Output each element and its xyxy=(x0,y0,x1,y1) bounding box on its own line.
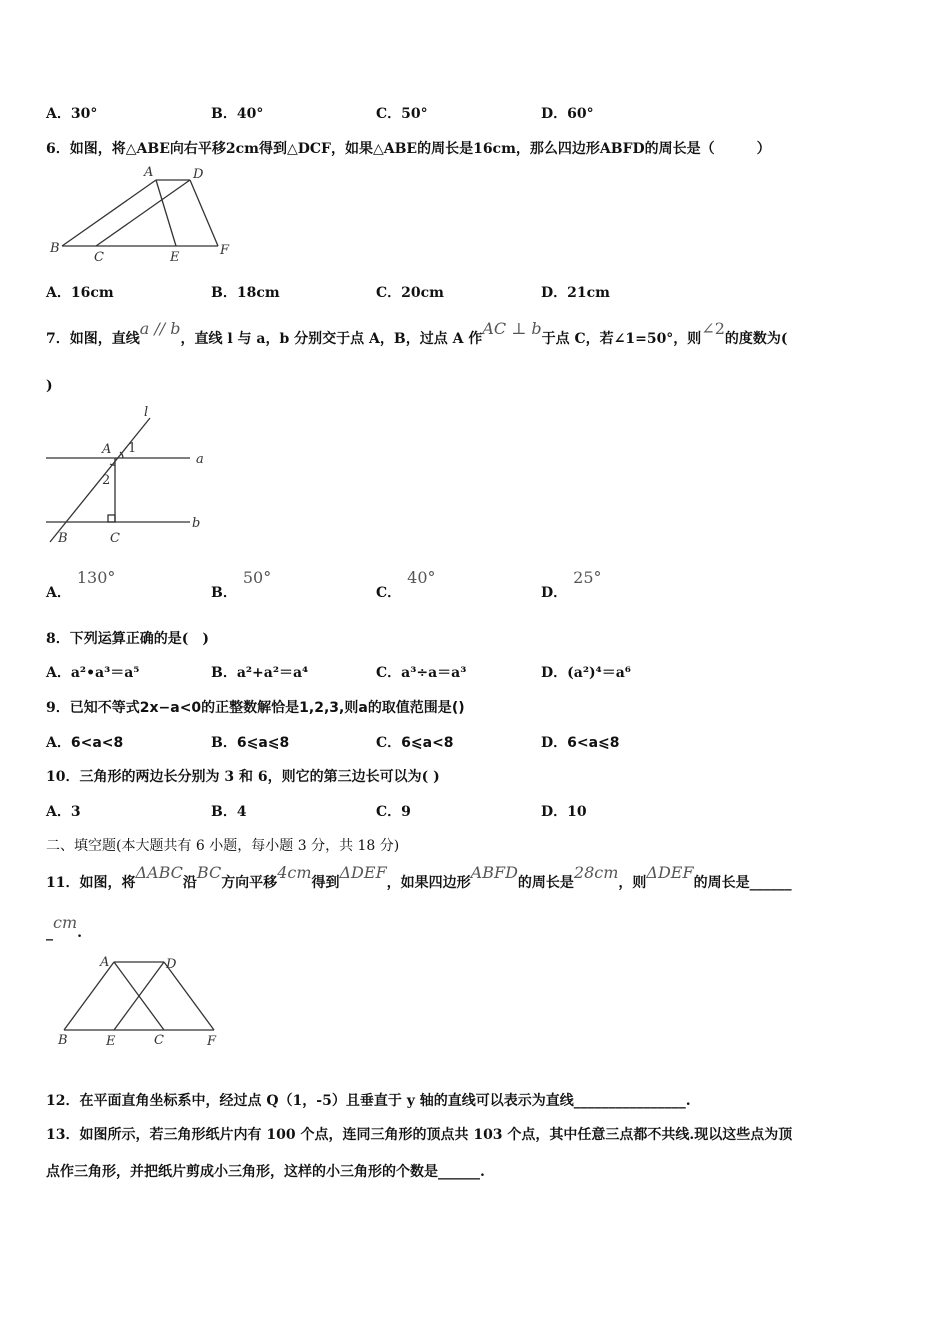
q6-option-a: A．16cm xyxy=(46,285,114,301)
q7-option-d-value: 25° xyxy=(573,568,602,587)
q5-option-c: C．50° xyxy=(376,106,428,122)
q10-option-b: B．4 xyxy=(211,804,247,820)
q6-label-c: C xyxy=(94,250,104,265)
q6-option-b: B．18cm xyxy=(211,285,280,301)
q7-stem-cont: ) xyxy=(46,378,53,394)
q8-option-d: D．(a²)⁴＝a⁶ xyxy=(541,665,631,681)
q7-option-b-value: 50° xyxy=(242,568,272,587)
q7-label-angle2: 2 xyxy=(102,473,111,488)
q13-stem-line1: 13．如图所示，若三角形纸片内有 100 个点，连同三角形的顶点共 103 个点，其中任意三点都不共线.现以这些点为顶 xyxy=(46,1127,793,1143)
q11-math-unit: cm xyxy=(53,913,78,932)
q9-option-c-value: 6⩽a<8 xyxy=(401,735,454,751)
q7-text-1: 7．如图，直线 xyxy=(46,331,140,347)
q7-figure xyxy=(44,402,214,548)
q7-math-angle: ∠2 xyxy=(701,319,725,338)
q11-figure xyxy=(54,950,226,1050)
q7-text-4: 的度数为( xyxy=(724,331,788,347)
q11-math-triangle-def: ΔDEF xyxy=(339,863,387,882)
q10-stem: 10．三角形的两边长分别为 3 和 6，则它的第三边长可以为( ) xyxy=(46,769,440,785)
q9-option-b-value: 6⩽a⩽8 xyxy=(236,735,290,751)
q7-option-b: B．50° xyxy=(211,568,272,601)
q6-option-d: D．21cm xyxy=(541,285,610,301)
q12-stem: 12．在平面直角坐标系中，经过点 Q（1，-5）且垂直于 y 轴的直线可以表示为直线________________. xyxy=(46,1093,691,1109)
q8-option-c: C．a³÷a＝a³ xyxy=(376,665,467,681)
q7-option-c: C．40° xyxy=(376,568,436,601)
q11-math-perimeter: 28cm xyxy=(573,863,619,882)
q9-inequality: 2x−a<0 xyxy=(139,700,202,716)
q6-figure xyxy=(46,162,246,266)
q6-option-c: C．20cm xyxy=(376,285,444,301)
q13-stem-line2: 点作三角形，并把纸片剪成小三角形，这样的小三角形的个数是______. xyxy=(46,1164,485,1180)
q10-option-c: C．9 xyxy=(376,804,411,820)
q11-stem-cont: _cm. xyxy=(46,913,83,941)
q6-label-d: D xyxy=(193,167,204,182)
q9-stem: 9．已知不等式2x−a<0的正整数解恰是1,2,3,则a的取值范围是() xyxy=(46,700,465,716)
q7-option-c-value: 40° xyxy=(407,568,436,587)
q6-label-f: F xyxy=(220,243,230,258)
q7-text-2: ，直线 l 与 a，b 分别交于点 A，B，过点 A 作 xyxy=(180,331,483,347)
q9-option-a: A．6<a<8 xyxy=(46,735,124,751)
q7-label-angle1: 1 xyxy=(128,441,137,456)
section-heading: 二、填空题(本大题共有 6 小题，每小题 3 分，共 18 分) xyxy=(46,838,400,854)
q11-stem: 11．如图，将ΔABC沿BC方向平移4cm得到ΔDEF，如果四边形ABFD的周长是28cm，则ΔDEF的周长是______ xyxy=(46,863,792,891)
q7-label-c-point: C xyxy=(110,531,120,546)
q5-option-d: D．60° xyxy=(541,106,594,122)
q9-option-d-value: 6<a⩽8 xyxy=(567,735,620,751)
q7-math-perp: AC ⊥ b xyxy=(482,319,542,338)
q7-label-line-b: b xyxy=(192,516,201,531)
q9-option-c: C．6⩽a<8 xyxy=(376,735,454,751)
q7-label-l: l xyxy=(144,405,149,420)
q6-label-b: B xyxy=(50,241,60,256)
q11-math-bc: BC xyxy=(196,863,222,882)
q7-stem xyxy=(46,319,788,348)
q7-option-a: A．130° xyxy=(46,568,116,601)
q9-solutions: 1,2,3, xyxy=(299,700,345,716)
q11-math-triangle-def-2: ΔDEF xyxy=(646,863,694,882)
q11-math-distance: 4cm xyxy=(277,863,312,882)
q5-option-a: A．30° xyxy=(46,106,98,122)
q8-stem: 8．下列运算正确的是( ) xyxy=(46,631,209,647)
q9-option-a-value: 6<a<8 xyxy=(70,735,124,751)
q9-option-b: B．6⩽a⩽8 xyxy=(211,735,290,751)
q11-label-d: D xyxy=(166,957,177,972)
q7-math-parallel: a // b xyxy=(139,319,181,338)
q11-math-triangle-abc: ΔABC xyxy=(135,863,183,882)
q11-label-f: F xyxy=(207,1034,217,1049)
q9-var-a: a xyxy=(358,700,368,716)
q11-math-abfd: ABFD xyxy=(470,863,518,882)
q10-option-a: A．3 xyxy=(46,804,81,820)
q11-label-a: A xyxy=(100,955,110,970)
q5-option-b: B．40° xyxy=(211,106,264,122)
q7-text-3: 于点 C，若∠1=50°，则 xyxy=(541,331,702,347)
q11-label-e: E xyxy=(106,1034,116,1049)
q6-stem: 6．如图，将△ABE向右平移2cm得到△DCF，如果△ABE的周长是16cm，那么四边形ABFD的周长是（ ） xyxy=(46,141,771,157)
q7-option-d: D．25° xyxy=(541,568,602,601)
q6-label-e: E xyxy=(170,250,180,265)
q7-label-line-a: a xyxy=(196,452,204,467)
q9-option-d: D．6<a⩽8 xyxy=(541,735,620,751)
q8-option-a: A．a²•a³＝a⁵ xyxy=(46,665,140,681)
q10-option-d: D．10 xyxy=(541,804,587,820)
q7-label-b-point: B xyxy=(58,531,68,546)
q8-option-b: B．a²+a²＝a⁴ xyxy=(211,665,309,681)
q7-option-a-value: 130° xyxy=(76,568,116,587)
q7-label-a-point: A xyxy=(102,442,112,457)
q6-label-a: A xyxy=(144,165,154,180)
q11-label-b: B xyxy=(58,1033,68,1048)
q11-label-c: C xyxy=(154,1033,164,1048)
